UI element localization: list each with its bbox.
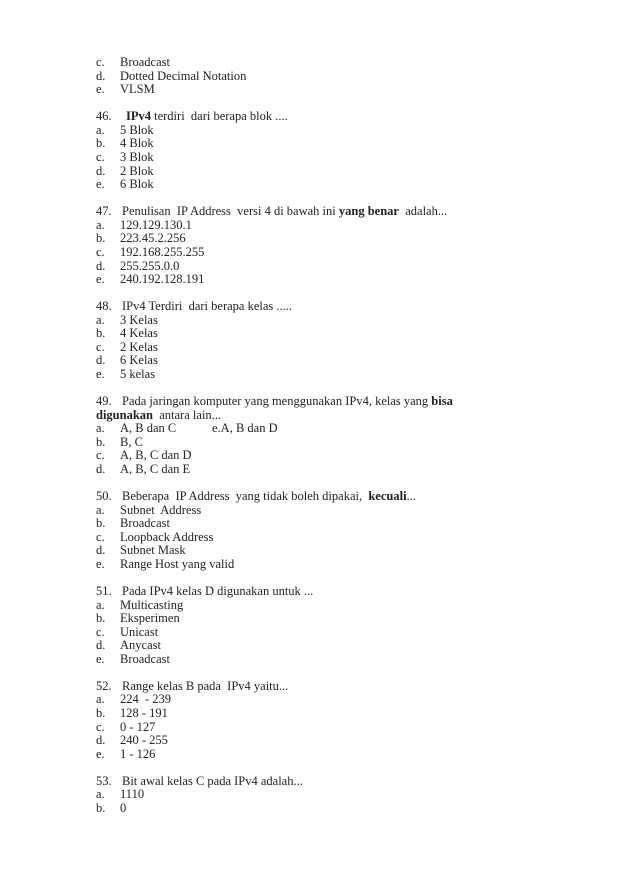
option-line bbox=[96, 354, 516, 368]
option-line bbox=[96, 178, 516, 192]
question-text: terdiri dari berapa blok .... bbox=[151, 109, 288, 124]
option-label: e. bbox=[96, 82, 105, 97]
question-text: adalah... bbox=[398, 204, 448, 219]
option-line bbox=[96, 612, 516, 626]
option-text: Subnet Address bbox=[120, 502, 202, 517]
option-line bbox=[96, 558, 516, 572]
option-label: b. bbox=[96, 326, 106, 341]
option-text: 2 Blok bbox=[120, 163, 154, 178]
question-line bbox=[96, 300, 516, 314]
top-options-block bbox=[96, 56, 516, 97]
option-line bbox=[96, 544, 516, 558]
option-text: 128 - 191 bbox=[120, 706, 168, 721]
option-line bbox=[96, 70, 516, 84]
option-label: d. bbox=[96, 733, 106, 748]
option-line bbox=[96, 504, 516, 518]
option-text: 192.168.255.255 bbox=[120, 244, 205, 259]
option-label: d. bbox=[96, 638, 106, 653]
question-text: ... bbox=[406, 488, 416, 503]
question-emphasis: digunakan bbox=[96, 407, 153, 422]
option-label: d. bbox=[96, 543, 106, 558]
option-line bbox=[96, 802, 516, 816]
question-text: Beberapa IP Address yang tidak boleh dipakai, bbox=[122, 488, 369, 503]
option-label: b. bbox=[96, 136, 106, 151]
option-text: VLSM bbox=[120, 82, 155, 97]
question-53 bbox=[96, 775, 516, 816]
question-emphasis: IPv4 bbox=[126, 109, 151, 124]
option-text: 0 bbox=[120, 801, 127, 816]
option-text: Dotted Decimal Notation bbox=[120, 68, 247, 83]
question-line bbox=[96, 490, 516, 504]
option-label: a. bbox=[96, 122, 105, 137]
option-label: d. bbox=[96, 462, 106, 476]
option-line bbox=[96, 232, 516, 246]
option-line bbox=[96, 748, 516, 762]
option-text: Broadcast bbox=[120, 516, 170, 531]
option-line bbox=[96, 707, 516, 721]
option-label: d. bbox=[96, 353, 106, 368]
question-number: 46. bbox=[96, 109, 112, 124]
option-label: a. bbox=[96, 421, 105, 436]
question-text: Penulisan IP Address versi 4 di bawah ini bbox=[122, 204, 339, 219]
option-line bbox=[96, 327, 516, 341]
option-text: 5 Blok bbox=[120, 122, 154, 137]
option-line bbox=[96, 56, 516, 70]
option-line bbox=[96, 165, 516, 179]
option-text: 6 Kelas bbox=[120, 353, 158, 368]
question-text: Pada jaringan komputer yang menggunakan IPv4, kelas yang bbox=[122, 394, 432, 409]
spacer bbox=[96, 761, 516, 774]
question-number: 47. bbox=[96, 204, 112, 219]
option-line bbox=[96, 314, 516, 328]
option-text: Broadcast bbox=[120, 55, 170, 69]
question-49 bbox=[96, 395, 516, 477]
option-label: d. bbox=[96, 163, 106, 178]
option-text: 1 - 126 bbox=[120, 746, 156, 761]
option-text: A, B dan C bbox=[120, 421, 177, 436]
question-line bbox=[96, 395, 516, 409]
question-line bbox=[96, 775, 516, 789]
option-text: Anycast bbox=[120, 638, 161, 653]
option-label: c. bbox=[96, 149, 105, 164]
option-text: 3 Blok bbox=[120, 149, 154, 164]
option-line bbox=[96, 449, 516, 463]
question-text: Pada IPv4 kelas D digunakan untuk ... bbox=[122, 583, 314, 598]
question-47 bbox=[96, 205, 516, 287]
question-text: Bit awal kelas C pada IPv4 adalah... bbox=[122, 773, 303, 788]
question-number: 51. bbox=[96, 583, 112, 598]
option-line bbox=[96, 599, 516, 613]
question-text: Range kelas B pada IPv4 yaitu... bbox=[122, 678, 289, 693]
spacer bbox=[96, 382, 516, 395]
option-label: b. bbox=[96, 231, 106, 246]
option-text: 2 Kelas bbox=[120, 339, 158, 354]
option-label: e. bbox=[96, 177, 105, 192]
option-line bbox=[96, 436, 516, 450]
option-text: 129.129.130.1 bbox=[120, 217, 192, 232]
option-line bbox=[96, 83, 516, 97]
option-text: 4 Kelas bbox=[120, 326, 158, 341]
option-text: B, C bbox=[120, 434, 143, 449]
option-line bbox=[96, 463, 516, 477]
option-text: 240.192.128.191 bbox=[120, 272, 205, 287]
option-text: 6 Blok bbox=[120, 177, 154, 192]
option-text: 224 - 239 bbox=[120, 692, 172, 707]
question-number: 50. bbox=[96, 488, 112, 503]
question-48 bbox=[96, 300, 516, 382]
option-text: Broadcast bbox=[120, 651, 170, 666]
option-label: d. bbox=[96, 68, 106, 83]
spacer bbox=[96, 192, 516, 205]
question-line bbox=[96, 205, 516, 219]
option-label: b. bbox=[96, 611, 106, 626]
option-line bbox=[96, 693, 516, 707]
question-emphasis: yang benar bbox=[338, 204, 399, 219]
option-line bbox=[96, 721, 516, 735]
option-text: 240 - 255 bbox=[120, 733, 168, 748]
option-line bbox=[96, 517, 516, 531]
option-label: e. bbox=[96, 651, 105, 666]
option-line bbox=[96, 219, 516, 233]
option-line bbox=[96, 124, 516, 138]
question-text: antara lain... bbox=[152, 407, 222, 422]
option-text: Subnet Mask bbox=[120, 543, 186, 558]
option-label: e. bbox=[96, 746, 105, 761]
option-text: Eksperimen bbox=[120, 611, 180, 626]
option-line bbox=[96, 626, 516, 640]
option-text: 3 Kelas bbox=[120, 312, 158, 327]
option-text: Range Host yang valid bbox=[120, 556, 235, 571]
spacer bbox=[96, 287, 516, 300]
option-label: c. bbox=[96, 624, 105, 639]
question-46 bbox=[96, 110, 516, 192]
option-line bbox=[96, 788, 516, 802]
question-emphasis: bisa bbox=[431, 394, 453, 409]
spacer bbox=[96, 477, 516, 490]
option-text: A, B, C dan E bbox=[120, 462, 191, 476]
question-number: 52. bbox=[96, 678, 112, 693]
option-label: e. bbox=[96, 272, 105, 287]
option-line bbox=[96, 531, 516, 545]
question-52 bbox=[96, 680, 516, 762]
option-line bbox=[96, 734, 516, 748]
option-text: 255.255.0.0 bbox=[120, 258, 180, 273]
option-label: a. bbox=[96, 787, 105, 802]
option-label: a. bbox=[96, 597, 105, 612]
option-label: b. bbox=[96, 516, 106, 531]
question-emphasis: kecuali bbox=[368, 488, 407, 503]
option-label: b. bbox=[96, 801, 106, 816]
option-label: c. bbox=[96, 244, 105, 259]
option-line bbox=[96, 368, 516, 382]
spacer bbox=[96, 667, 516, 680]
option-label: e. bbox=[96, 367, 105, 382]
option-text: 5 kelas bbox=[120, 367, 156, 382]
question-continuation bbox=[96, 409, 516, 423]
option-label: c. bbox=[96, 448, 105, 463]
option-label: c. bbox=[96, 339, 105, 354]
question-line bbox=[96, 680, 516, 694]
option-text: 223.45.2.256 bbox=[120, 231, 186, 246]
question-line bbox=[96, 585, 516, 599]
question-50 bbox=[96, 490, 516, 572]
option-line bbox=[96, 260, 516, 274]
document-page bbox=[96, 56, 516, 816]
option-label: d. bbox=[96, 258, 106, 273]
option-label: a. bbox=[96, 502, 105, 517]
option-label: e. bbox=[96, 556, 105, 571]
option-text: 1110 bbox=[120, 787, 145, 802]
option-label: c. bbox=[96, 529, 105, 544]
option-text: Multicasting bbox=[120, 597, 184, 612]
question-number: 53. bbox=[96, 773, 112, 788]
option-label: a. bbox=[96, 692, 105, 707]
option-line bbox=[96, 151, 516, 165]
question-number: 48. bbox=[96, 299, 112, 314]
option-line bbox=[96, 273, 516, 287]
option-line bbox=[96, 653, 516, 667]
option-extra: e.A, B dan D bbox=[212, 421, 278, 436]
option-text: Loopback Address bbox=[120, 529, 214, 544]
question-line bbox=[96, 110, 516, 124]
spacer bbox=[96, 97, 516, 110]
question-51 bbox=[96, 585, 516, 667]
option-label: b. bbox=[96, 434, 106, 449]
option-label: c. bbox=[96, 55, 105, 69]
option-line bbox=[96, 639, 516, 653]
option-label: a. bbox=[96, 312, 105, 327]
option-line bbox=[96, 422, 516, 436]
question-text: IPv4 Terdiri dari berapa kelas ..... bbox=[122, 299, 293, 314]
option-line bbox=[96, 341, 516, 355]
option-text: 0 - 127 bbox=[120, 719, 156, 734]
option-label: b. bbox=[96, 706, 106, 721]
option-text: 4 Blok bbox=[120, 136, 154, 151]
spacer bbox=[96, 572, 516, 585]
question-number: 49. bbox=[96, 394, 112, 409]
option-line bbox=[96, 137, 516, 151]
option-label: c. bbox=[96, 719, 105, 734]
option-label: a. bbox=[96, 217, 105, 232]
option-text: Unicast bbox=[120, 624, 159, 639]
option-line bbox=[96, 246, 516, 260]
option-text: A, B, C dan D bbox=[120, 448, 192, 463]
